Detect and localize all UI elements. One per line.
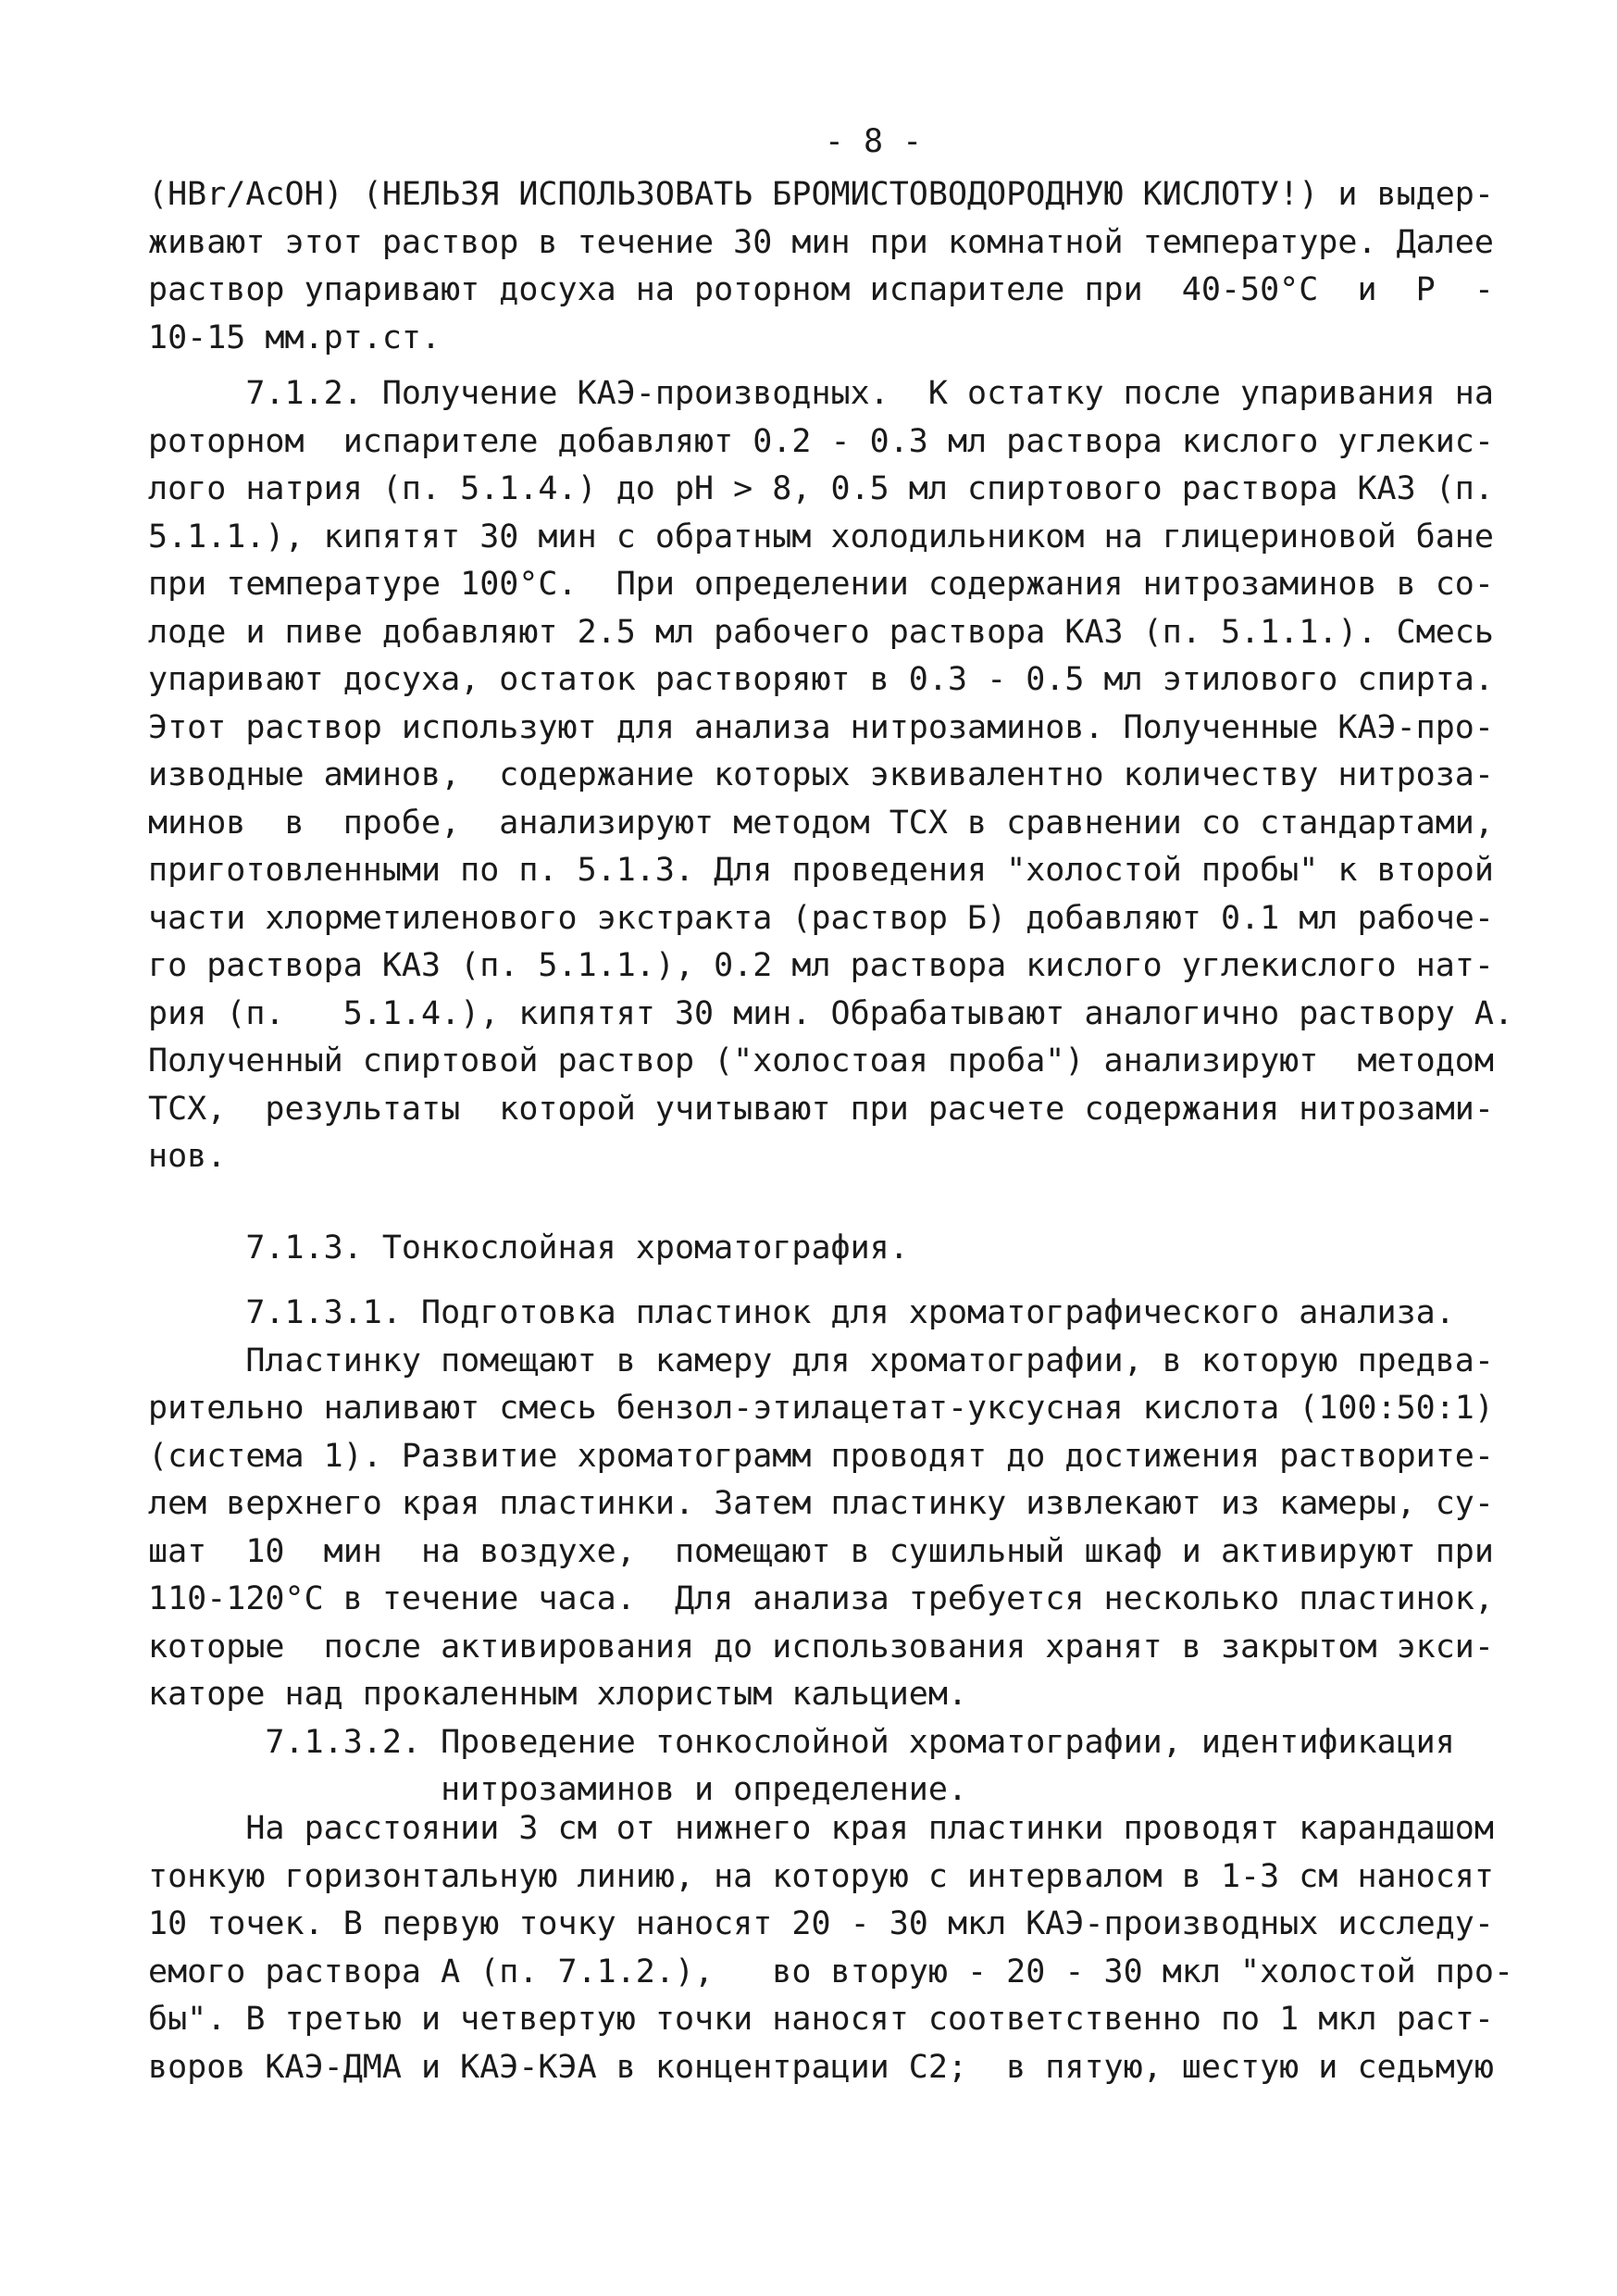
text-line: раствор упаривают досуха на роторном испарителе при 40-50°C и P - [148,271,1494,308]
text-line: минов в пробе, анализируют методом ТСХ в сравнении со стандартами, [148,804,1494,842]
section-heading: 7.1.3. Тонкослойная хроматография. [148,1229,909,1267]
text-line: (HBr/AcOH) (НЕЛЬЗЯ ИСПОЛЬЗОВАТЬ БРОМИСТОВОДОРОДНУЮ КИСЛОТУ!) и выдер- [148,176,1494,213]
text-line: части хлорметиленового экстракта (раствор Б) добавляют 0.1 мл рабоче- [148,899,1494,937]
text-line: 5.1.1.), кипятят 30 мин с обратным холодильником на глицериновой бане [148,518,1494,555]
section-7-1-2 [148,370,1536,1181]
text-line: На расстоянии 3 см от нижнего края пластинки проводят карандашом [148,1810,1494,1847]
text-line: лоде и пиве добавляют 2.5 мл рабочего раствора КАЗ (п. 5.1.1.). Смесь [148,613,1494,651]
text-line: лого натрия (п. 5.1.4.) до pH > 8, 0.5 мл спиртового раствора КАЗ (п. [148,470,1494,507]
text-line: рительно наливают смесь бензол-этилацетат-уксусная кислота (100:50:1) [148,1390,1494,1427]
text-line: тонкую горизонтальную линию, на которую с интервалом в 1-3 см наносят [148,1857,1494,1895]
text-line: приготовленными по п. 5.1.3. Для проведения "холостой пробы" к второй [148,852,1494,889]
text-line: 110-120°C в течение часа. Для анализа требуется несколько пластинок, [148,1580,1494,1617]
text-line: при температуре 100°C. При определении содержания нитрозаминов в со- [148,566,1494,603]
page-number: - 8 - [824,123,923,160]
text-line: лем верхнего края пластинки. Затем пластинку извлекают из камеры, су- [148,1485,1494,1522]
text-line: ТСХ, результаты которой учитывают при расчете содержания нитрозами- [148,1090,1494,1128]
subsection-heading: 7.1.3.1. Подготовка пластинок для хроматографического анализа. [148,1294,1455,1331]
text-line: нов. [148,1138,227,1175]
text-line: изводные аминов, содержание которых эквивалентно количеству нитроза- [148,756,1494,793]
text-line: каторе над прокаленным хлористым кальцием. [148,1676,968,1713]
text-line: Этот раствор используют для анализа нитрозаминов. Полученные КАЭ-про- [148,708,1494,746]
text-line: Пластинку помещают в камеру для хроматографии, в которую предва- [148,1341,1494,1379]
text-line: рия (п. 5.1.4.), кипятят 30 мин. Обрабатывают аналогично раствору А. [148,994,1514,1032]
text-line: 10-15 мм.рт.ст. [148,318,442,356]
paragraph-continuation [148,171,1536,362]
text-line: роторном испарителе добавляют 0.2 - 0.3 мл раствора кислого углекис- [148,422,1494,460]
text-line: 7.1.2. Получение КАЭ-производных. К остатку после упаривания на [148,375,1494,412]
text-line: 10 точек. В первую точку наносят 20 - 30 мкл КАЭ-производных исследу- [148,1905,1494,1942]
text-line: которые после активирования до использования хранят в закрытом экси- [148,1628,1494,1666]
section-7-1-3-heading [148,1225,1536,1273]
text-line: живают этот раствор в течение 30 мин при комнатной температуре. Далее [148,223,1494,261]
section-7-1-3-1 [148,1290,1536,1815]
text-line: воров КАЭ-ДМА и КАЭ-КЭА в концентрации C2; в пятую, шестую и седьмую [148,2048,1494,2086]
text-line: упаривают досуха, остаток растворяют в 0.3 - 0.5 мл этилового спирта. [148,661,1494,698]
section-7-1-3-2-body [148,1805,1536,2091]
text-line: го раствора КАЗ (п. 5.1.1.), 0.2 мл раствора кислого углекислого нат- [148,947,1494,984]
text-line: Полученный спиртовой раствор ("холостоая проба") анализируют методом [148,1042,1494,1079]
text-line: бы". В третью и четвертую точки наносят соответственно по 1 мкл раст- [148,2001,1494,2038]
subsection-heading: 7.1.3.2. Проведение тонкослойной хроматографии, идентификация [148,1723,1455,1761]
text-line: емого раствора А (п. 7.1.2.), во вторую - 20 - 30 мкл "холостой про- [148,1953,1514,1990]
text-line: шат 10 мин на воздухе, помещают в сушильный шкаф и активируют при [148,1532,1494,1570]
text-line: (система 1). Развитие хроматограмм проводят до достижения растворите- [148,1437,1494,1475]
subsection-heading-continued: нитрозаминов и определение. [148,1771,968,1808]
